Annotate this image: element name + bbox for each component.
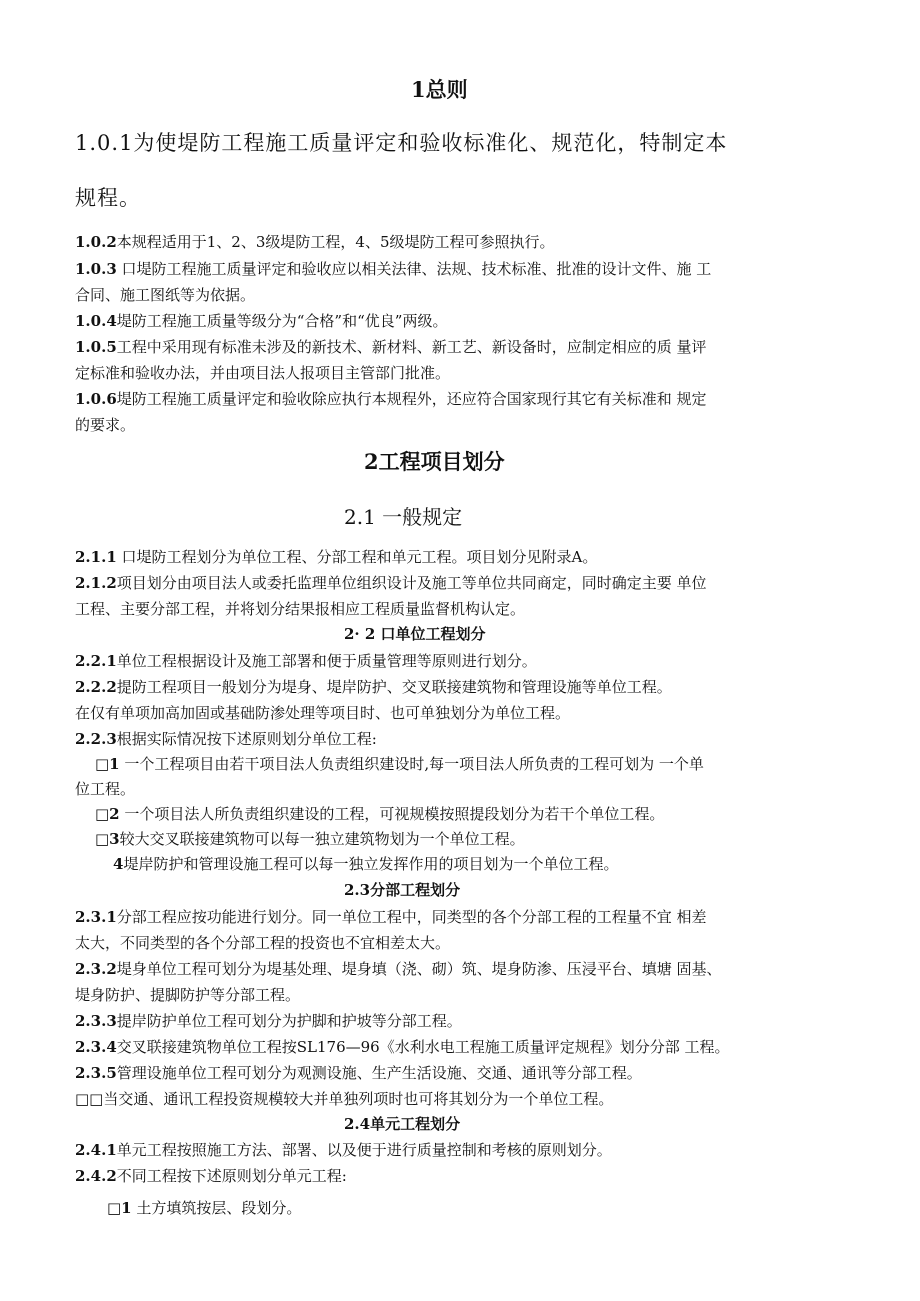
clause-2-3-1-cont: 太大，不同类型的各个分部工程的投资也不宜相差太大。	[75, 934, 451, 952]
clause-2-1-2: 2.1.2项目划分由项目法人或委托监理单位组织设计及施工等单位共同商定，同时确定主要 单位	[75, 574, 707, 592]
clause-2-1-2-cont: 工程、主要分部工程，并将划分结果报相应工程质量监督机构认定。	[75, 600, 526, 618]
clause-2-2-2: 2.2.2提防工程项目一般划分为堤身、堤岸防护、交叉联接建筑物和管理设施等单位工程。	[75, 678, 672, 696]
clause-2-3-2-cont: 堤身防护、提脚防护等分部工程。	[75, 986, 301, 1004]
clause-1-0-4: 1.0.4堤防工程施工质量等级分为“合格”和“优良”两级。	[75, 312, 448, 330]
clause-1-0-6-cont: 的要求。	[75, 416, 136, 434]
clause-2-3-5-note: □□当交通、通讯工程投资规模较大并单独列项时也可将其划分为一个单位工程。	[75, 1090, 614, 1108]
section-2-1-title: 2.1 一般规定	[344, 505, 463, 529]
item-2-4-2-1: □1 土方填筑按层、段划分。	[107, 1199, 302, 1217]
clause-2-3-1: 2.3.1分部工程应按功能进行划分。同一单位工程中，同类型的各个分部工程的工程量不宜 相差	[75, 908, 707, 926]
clause-1-0-5: 1.0.5工程中采用现有标准未涉及的新技术、新材料、新工艺、新设备时，应制定相应的质 量评	[75, 338, 707, 356]
item-2-2-3-1: □1 一个工程项目由若干项目法人负责组织建设时,每一项目法人所负责的工程可划为 一个单	[95, 755, 704, 773]
clause-1-0-3: 1.0.3 口堤防工程施工质量评定和验收应以相关法律、法规、技术标准、批准的设计文件、施 工	[75, 260, 712, 278]
clause-1-0-1-line1: 1.0.1为使堤防工程施工质量评定和验收标准化、规范化，特制定本	[75, 131, 728, 155]
chapter-1-title: 1总则	[411, 77, 468, 102]
clause-2-2-3: 2.2.3根据实际情况按下述原则划分单位工程:	[75, 730, 377, 748]
chapter-2-title: 2工程项目划分	[364, 449, 505, 474]
clause-2-4-2: 2.4.2不同工程按下述原则划分单元工程:	[75, 1167, 347, 1185]
item-2-2-3-2: □2 一个项目法人所负责组织建设的工程，可视规模按照提段划分为若干个单位工程。	[95, 805, 665, 823]
clause-1-0-1-line2: 规程。	[75, 186, 141, 210]
item-2-2-3-3: □3较大交叉联接建筑物可以每一独立建筑物划为一个单位工程。	[95, 830, 525, 848]
item-2-2-3-1-cont: 位工程。	[75, 780, 136, 798]
clause-2-3-4: 2.3.4交叉联接建筑物单位工程按SL176—96《水利水电工程施工质量评定规程》划分分部 工程。	[75, 1038, 730, 1056]
item-2-2-3-4: 4堤岸防护和管理设施工程可以每一独立发挥作用的项目划为一个单位工程。	[113, 855, 619, 873]
clause-2-3-5: 2.3.5管理设施单位工程可划分为观测设施、生产生活设施、交通、通讯等分部工程。	[75, 1064, 642, 1082]
clause-2-3-3: 2.3.3提岸防护单位工程可划分为护脚和护坡等分部工程。	[75, 1012, 462, 1030]
section-2-2-title: 2· 2 口单位工程划分	[344, 625, 486, 643]
clause-2-4-1: 2.4.1单元工程按照施工方法、部署、以及便于进行质量控制和考核的原则划分。	[75, 1141, 612, 1159]
section-2-4-title: 2.4单元工程划分	[344, 1115, 461, 1133]
clause-2-1-1: 2.1.1 口堤防工程划分为单位工程、分部工程和单元工程。项目划分见附录A。	[75, 548, 598, 566]
clause-2-2-2-cont: 在仅有单项加高加固或基础防渗处理等项目时、也可单独划分为单位工程。	[75, 704, 571, 722]
clause-1-0-3-cont: 合同、施工图纸等为依据。	[75, 286, 256, 304]
clause-2-2-1: 2.2.1单位工程根据设计及施工部署和便于质量管理等原则进行划分。	[75, 652, 537, 670]
clause-2-3-2: 2.3.2堤身单位工程可划分为堤基处理、堤身填（浇、砌）筑、堤身防渗、压浸平台、填塘 固基、	[75, 960, 722, 978]
section-2-3-title: 2.3分部工程划分	[344, 881, 461, 899]
clause-1-0-5-cont: 定标准和验收办法，并由项目法人报项目主管部门批准。	[75, 364, 451, 382]
clause-1-0-2: 1.0.2本规程适用于1、2、3级堤防工程，4、5级堤防工程可参照执行。	[75, 233, 555, 251]
clause-1-0-6: 1.0.6堤防工程施工质量评定和验收除应执行本规程外，还应符合国家现行其它有关标准和 规定	[75, 390, 707, 408]
